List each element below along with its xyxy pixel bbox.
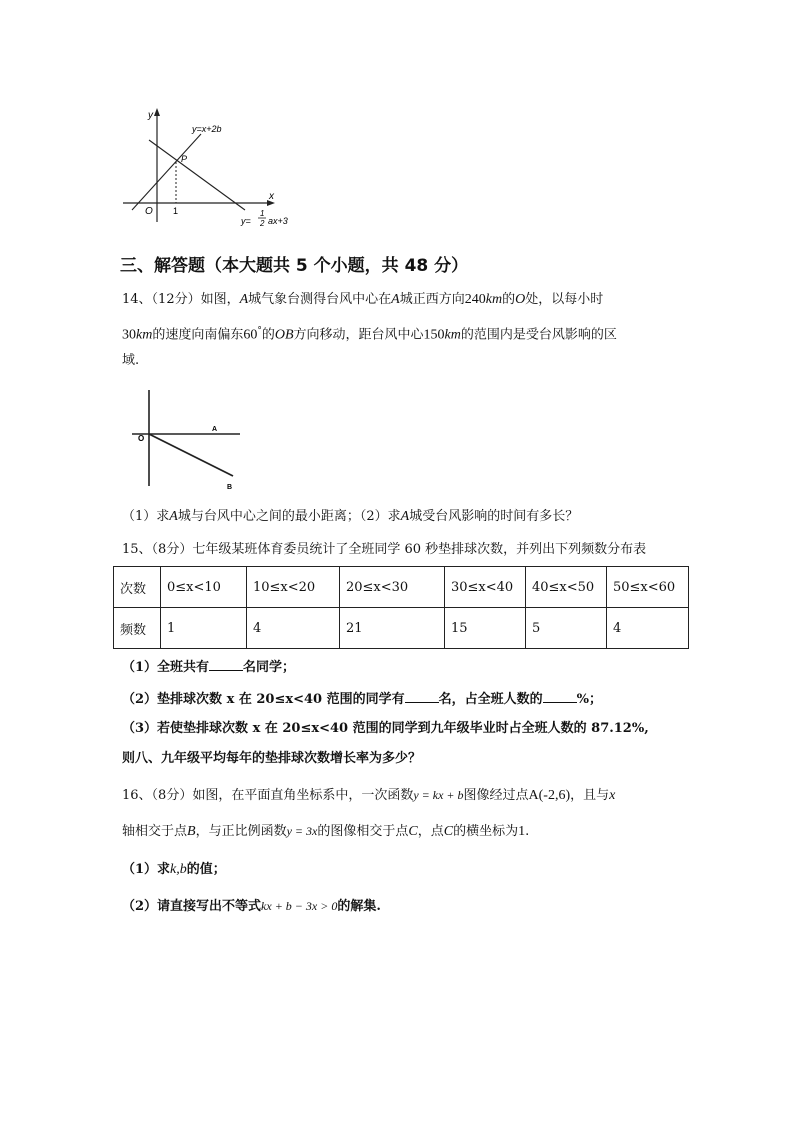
- q16-var-c: C: [408, 824, 418, 839]
- table-cell: 20≤x<30: [340, 567, 445, 608]
- q15-intro: 15、（8分）七年级某班体育委员统计了全班同学 60 秒垫排球次数，并列出下列频数分布表: [122, 542, 647, 557]
- q16-text: .: [525, 824, 530, 839]
- q14-var-a: A: [169, 509, 178, 524]
- figure-typhoon: [128, 388, 248, 493]
- q14-text: 城气象台测得台风中心在: [248, 292, 392, 307]
- q16-sub-1: [122, 861, 226, 879]
- q15-text: 名，占全班人数的: [438, 692, 543, 707]
- q16-text: 的图像相交于点: [317, 824, 409, 839]
- figure-coordinate-graph: [115, 100, 315, 230]
- q14-text: 的: [502, 292, 516, 307]
- q16-text: ，与正比例函数: [195, 824, 287, 839]
- q14-unit: km: [444, 327, 461, 343]
- q15-part-3-cont: 则八、九年级平均每年的垫排球次数增长率为多少？: [122, 751, 422, 766]
- q16-function: y = kx + b: [413, 788, 464, 802]
- q14-var-a: A: [391, 292, 400, 307]
- q16-proportional: y = 3x: [286, 824, 318, 838]
- fig2-o-label: O: [138, 434, 145, 443]
- table-cell: 4: [247, 608, 340, 649]
- q15-part-3: （3）若使垫排球次数 x 在 20≤x<40 范围的同学到九年级毕业时占全班人数的 87.12%,: [122, 721, 649, 736]
- line2-label-prefix: y=: [241, 216, 251, 226]
- q16-var-x: x: [609, 788, 616, 803]
- q16-line-1: [122, 786, 615, 805]
- table-cell: 40≤x<50: [526, 567, 607, 608]
- q14-angle: 60: [243, 327, 258, 343]
- q16-inequality: kx + b − 3x > 0: [261, 899, 338, 913]
- line1-label: y=x+2b: [192, 124, 222, 134]
- origin-label: O: [145, 206, 153, 217]
- frequency-table: [113, 566, 689, 649]
- q14-var-a: A: [239, 292, 249, 307]
- q14-sub-text: 城受台风影响的时间有多长？: [409, 509, 579, 524]
- x-axis-label: x: [269, 191, 274, 202]
- q16-var-kb: k,b: [170, 862, 187, 877]
- section-heading: 三、解答题（本大题共 5 个小题，共 48 分）: [120, 256, 469, 276]
- table-cell: 30≤x<40: [445, 567, 526, 608]
- q14-degree: °: [257, 326, 262, 336]
- q16-text: 轴相交于点: [122, 824, 188, 839]
- q15-text: （2）垫排球次数 x 在 20≤x<40 范围的同学有: [122, 692, 405, 707]
- point-p-label: P: [181, 154, 188, 164]
- q14-var-a: A: [400, 509, 410, 524]
- q16-one: 1: [518, 824, 526, 839]
- q16-text: 的值；: [186, 862, 226, 877]
- table-cell: 0≤x<10: [161, 567, 247, 608]
- fig2-b-label: B: [227, 484, 233, 491]
- q16-text: ，且与: [570, 788, 610, 803]
- q16-text: （1）求: [122, 862, 171, 877]
- q16-text: 的解集.: [337, 899, 381, 914]
- q15-text: （1）全班共有: [122, 660, 210, 675]
- q14-distance: 240: [464, 292, 486, 307]
- path-ob: [149, 434, 233, 476]
- q14-var-ob: OB: [274, 327, 294, 343]
- table-cell: 15: [445, 608, 526, 649]
- q14-text: 的范围内是受台风影响的区: [460, 327, 617, 343]
- line-y-x-2b: [132, 134, 201, 210]
- fig2-a-label: A: [212, 426, 218, 433]
- q14-text: 处，以每小时: [525, 292, 604, 307]
- q14-sub-text: 城与台风中心之间的最小距离；（2）求: [177, 509, 401, 524]
- answer-blank[interactable]: [405, 690, 439, 703]
- q14-subquestions: [122, 508, 578, 526]
- table-cell: 21: [340, 608, 445, 649]
- table-cell: 频数: [114, 608, 161, 649]
- table-cell: 1: [161, 608, 247, 649]
- table-cell: 10≤x<20: [247, 567, 340, 608]
- q14-line-1: [122, 291, 603, 309]
- table-row: [114, 567, 689, 608]
- q14-line-2: [122, 322, 617, 344]
- q14-sub-text: （1）求: [122, 509, 170, 524]
- q16-point-a: A(-2,6): [528, 788, 571, 803]
- q14-text: 方向移动，距台风中心: [293, 327, 424, 343]
- q16-text: ，点: [417, 824, 444, 839]
- q16-var-b: B: [187, 824, 196, 839]
- y-axis-arrow: [154, 108, 160, 116]
- q16-text: 图像经过点: [463, 788, 529, 803]
- q15-part-2: [122, 690, 602, 709]
- q14-text: 城正西方向: [399, 292, 465, 307]
- answer-blank[interactable]: [543, 690, 577, 703]
- q16-sub-2: [122, 897, 381, 916]
- table-cell: 次数: [114, 567, 161, 608]
- q15-text: 名同学；: [243, 660, 296, 675]
- table-cell: 4: [607, 608, 689, 649]
- table-cell: 50≤x<60: [607, 567, 689, 608]
- q14-speed: 30: [122, 327, 136, 343]
- line2-label-suffix: ax+3: [268, 216, 288, 226]
- q16-text: 的横坐标为: [453, 824, 519, 839]
- q14-unit: km: [485, 292, 503, 307]
- line2-label-den: 2: [260, 219, 265, 228]
- answer-blank[interactable]: [209, 658, 243, 671]
- q14-line-3: 域.: [122, 353, 140, 368]
- q16-text: （2）请直接写出不等式: [122, 899, 262, 914]
- q14-radius: 150: [423, 327, 445, 343]
- q15-text: %；: [576, 692, 602, 707]
- y-axis-label: y: [148, 110, 153, 121]
- line2-label-num: 1: [260, 209, 265, 218]
- q16-var-c: C: [443, 824, 454, 839]
- table-row: [114, 608, 689, 649]
- q14-text: 的: [261, 327, 275, 343]
- q15-part-1: [122, 658, 295, 677]
- q16-text: 16、（8分）如图，在平面直角坐标系中，一次函数: [122, 788, 414, 803]
- q14-text: 的速度向南偏东: [152, 327, 244, 343]
- table-cell: 5: [526, 608, 607, 649]
- q16-line-2: [122, 822, 529, 841]
- q14-unit: km: [136, 327, 153, 343]
- tick-1-label: 1: [173, 206, 179, 216]
- q14-text: 14、（12分）如图，: [122, 292, 240, 307]
- q14-var-o: O: [515, 292, 526, 307]
